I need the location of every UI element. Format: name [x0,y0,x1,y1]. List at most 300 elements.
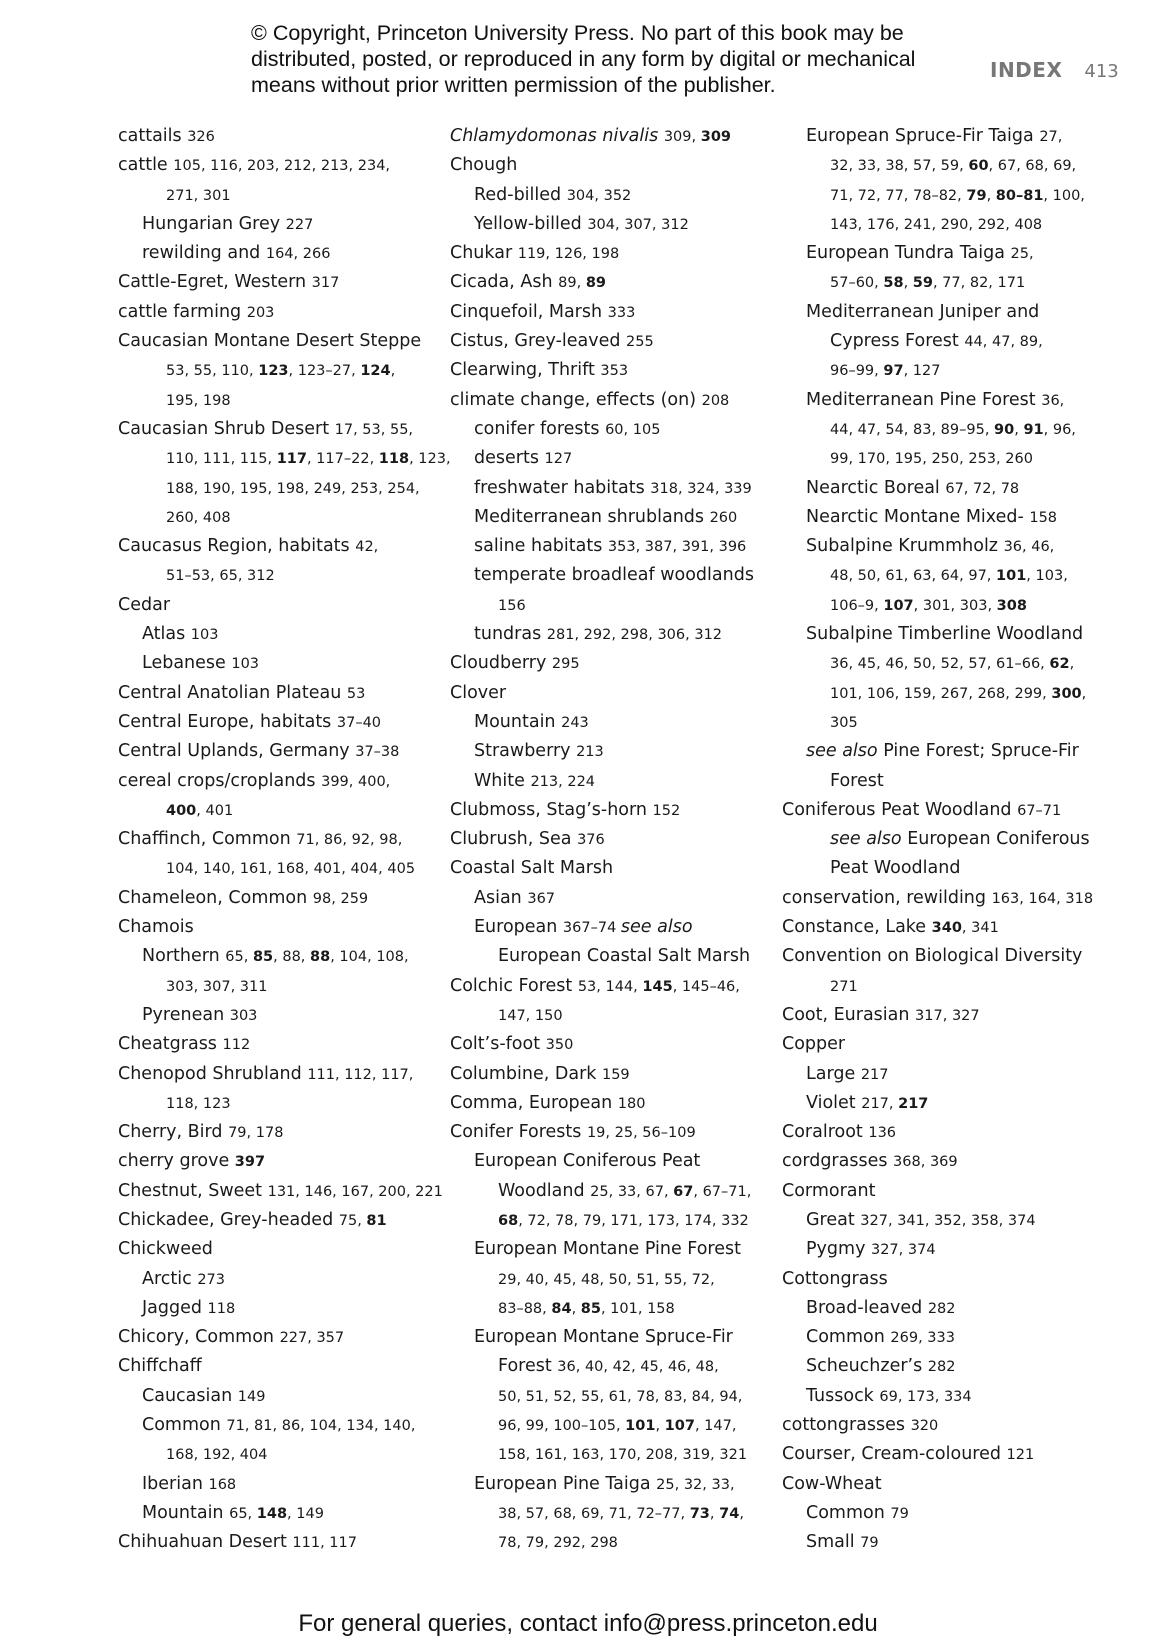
index-page-refs: 89, [558,275,586,292]
index-entry-line [450,1206,790,1235]
index-entry-line [450,474,790,503]
index-page-refs: , 96, [1043,421,1076,438]
index-page-refs: 399, 400, [321,773,391,790]
index-term: Mediterranean Pine Forest [806,389,1042,410]
index-page-refs: 25, [1010,246,1034,263]
index-term: Broad-leaved [806,1297,928,1318]
index-term: Cattle-Egret, Western [118,272,312,293]
index-page-refs: 168, 192, 404 [166,1447,268,1464]
index-page-refs: , 101, 158 [600,1300,675,1317]
index-entry-line [118,210,458,239]
index-entry-line [782,1323,1122,1352]
index-entry-line [118,1470,458,1499]
index-page-refs: 79 [860,1535,879,1552]
index-page-refs: 227 [285,216,314,233]
index-entry-line [118,1352,458,1381]
index-term: Red-billed [474,184,567,205]
index-term: Comma, European [450,1092,618,1113]
index-page-refs: 376 [577,832,605,849]
index-page-refs: 353, 387, 391, 396 [607,539,747,556]
index-page-refs: 83–88, [498,1300,552,1317]
index-page-ref-illustration: 117 [276,451,307,468]
index-page-refs: 305 [830,714,858,731]
index-term: European Pine Taiga [474,1473,657,1494]
index-entry-line [782,1089,1122,1118]
index-page-refs: 217 [860,1066,889,1083]
index-entry-line [782,1294,1122,1323]
index-entry-line [118,561,458,590]
index-entry-line [782,972,1122,1001]
index-entry-line [782,210,1122,239]
index-page-ref-illustration: 145 [642,978,673,995]
index-entry-line [450,1470,790,1499]
index-term: Chickadee, Grey-headed [118,1209,339,1230]
index-page-refs: 327, 341, 352, 358, 374 [860,1212,1036,1229]
index-entry-line [782,737,1122,766]
index-entry-line [782,854,1122,883]
index-term: Tussock [806,1385,880,1406]
index-term: Courser, Cream-coloured [782,1444,1007,1465]
page-number: 413 [1084,61,1119,82]
index-entry-line [450,796,790,825]
index-term: Yellow-billed [474,213,588,234]
index-page-refs: , [655,1418,665,1435]
index-page-refs: 368, 369 [893,1154,958,1171]
index-page-refs: 110, 111, 115, [166,451,277,468]
index-term: European Coniferous [901,829,1090,850]
index-term: Clover [450,682,507,703]
index-entry-line [118,825,458,854]
index-page-refs: , [903,275,913,292]
index-page-ref-illustration: 79 [966,187,987,204]
index-page-refs: , [986,187,996,204]
index-entry-line [450,1352,790,1381]
index-page-refs: , [709,1505,720,1522]
index-page-refs: , [390,363,396,380]
index-entry-line [450,1177,790,1206]
index-entry-line [450,503,790,532]
index-term: Nearctic Montane Mixed- [806,506,1030,527]
index-page-ref-illustration: 74 [719,1505,740,1522]
index-term: cherry grove [118,1151,235,1172]
index-term: Coastal Salt Marsh [450,858,614,879]
index-entry-line [118,854,458,883]
index-page-refs: 152 [652,802,681,819]
index-entry-line [118,1118,458,1147]
index-term: Coot, Eurasian [782,1004,916,1025]
index-term: Chihuahuan Desert [118,1532,293,1553]
index-term: Cinquefoil, Marsh [450,301,608,322]
index-entry-line [782,767,1122,796]
index-entry-line [118,151,458,180]
index-entry-line [450,591,790,620]
index-page-refs: , [1081,685,1087,702]
index-entry-line [118,796,458,825]
index-term: European Montane Spruce-Fir [474,1327,733,1348]
index-page-ref-illustration: 107 [883,597,914,614]
index-page-ref-illustration: 84 [551,1300,572,1317]
index-page-ref-illustration: 80–81 [995,187,1044,204]
index-page-refs: 255 [626,334,654,351]
index-entry-line [118,913,458,942]
index-entry-line [118,181,458,210]
index-term: Chicory, Common [118,1327,280,1348]
index-page-refs: 353 [600,363,629,380]
index-page-refs: , 145–46, [672,978,740,995]
index-entry-line [118,1528,458,1557]
index-entry-line [118,708,458,737]
index-entry-line [782,122,1122,151]
index-entry-line [782,503,1122,532]
index-page-refs: 320 [910,1418,939,1435]
index-entry-line [450,1323,790,1352]
index-entry-line [450,210,790,239]
index-page-refs: 42, [355,539,379,556]
index-term: Peat Woodland [830,858,961,879]
index-entry-line [450,444,790,473]
index-page-refs: , 104, 108, [330,949,409,966]
index-page-ref-illustration: 101 [996,568,1027,585]
index-entry-line [782,561,1122,590]
index-term: Small [806,1532,861,1553]
index-term: Chenopod Shrubland [118,1063,308,1084]
index-term: Chiffchaff [118,1356,202,1377]
index-entry-line [118,386,458,415]
index-term: Chlamydomonas nivalis [450,126,659,146]
index-page-refs: 326 [187,129,215,145]
index-page-refs: 121 [1006,1447,1035,1464]
index-entry-line [782,708,1122,737]
index-term: cattails [118,126,188,146]
index-entry-line [782,825,1122,854]
index-term: Columbine, Dark [450,1063,602,1084]
index-term: Mountain [474,711,562,732]
index-entry-line [782,181,1122,210]
index-term: Mediterranean Juniper and [806,301,1040,322]
index-column-3 [782,122,1122,1558]
index-page-refs: , 401 [196,802,234,819]
index-entry-line [782,591,1122,620]
index-page-refs: , 123–27, [288,363,361,380]
index-page-refs: 269, 333 [890,1330,955,1347]
index-term: Pyrenean [142,1004,230,1025]
index-term: see also [830,829,902,850]
index-entry-line [118,1206,458,1235]
index-term: Central Anatolian Plateau [118,682,347,703]
footer-contact: For general queries, contact info@press.princeton.edu [298,1610,878,1637]
index-term: Chameleon, Common [118,887,313,908]
index-entry-line [450,913,790,942]
index-term: Hungarian Grey [142,213,286,234]
index-page-ref-illustration: 97 [883,363,904,380]
index-entry-line [450,1499,790,1528]
index-page-refs: 136 [868,1125,897,1142]
index-entry-line [118,884,458,913]
index-page-refs: 217, [861,1095,899,1112]
index-entry-line [782,1382,1122,1411]
index-page-refs: , [739,1505,744,1522]
index-entry-line [118,1265,458,1294]
index-term: Common [806,1502,891,1523]
index-entry-line [782,1528,1122,1557]
index-term: Cypress Forest [830,331,965,352]
index-page-refs: 69, 173, 334 [879,1388,972,1405]
index-page-ref-illustration: 217 [898,1095,929,1112]
index-page-ref-illustration: 107 [664,1418,695,1435]
index-page-ref-illustration: 308 [996,597,1027,614]
index-term: Cherry, Bird [118,1122,229,1143]
index-term: cottongrasses [782,1415,911,1436]
index-term: Pine Forest; Spruce-Fir [877,741,1079,762]
index-page-refs: 143, 176, 241, 290, 292, 408 [830,216,1043,233]
index-entry-line [118,122,458,151]
index-term: Colt’s-foot [450,1034,546,1055]
index-entry-line [450,386,790,415]
index-entry-line [782,239,1122,268]
index-page-refs: 67, 72, 78 [945,480,1020,497]
index-page-refs: 71, 72, 77, 78–82, [830,187,967,204]
index-entry-line [450,1147,790,1176]
index-entry-line [450,561,790,590]
index-page-refs: 309, [663,129,701,145]
index-page-refs: 71, 81, 86, 104, 134, 140, [226,1418,416,1435]
index-entry-line [450,679,790,708]
index-page-refs: 271, 301 [166,187,231,204]
index-page-ref-illustration: 62 [1049,656,1070,673]
index-page-refs: 78, 79, 292, 298 [498,1535,618,1552]
index-page-refs: 159 [601,1066,630,1083]
index-term: Coralroot [782,1122,869,1143]
index-page-refs: 273 [197,1271,225,1288]
index-page-refs: 163, 164, 318 [991,890,1094,907]
index-entry-line [782,1206,1122,1235]
index-page-refs: 104, 140, 161, 168, 401, 404, 405 [166,861,416,878]
index-page-ref-illustration: 397 [234,1154,266,1171]
index-term: cereal crops/croplands [118,770,322,791]
index-term: Clubmoss, Stag’s-horn [450,799,653,820]
index-page-ref-illustration: 89 [585,275,606,292]
index-page-refs: 203 [246,304,275,321]
index-page-refs: 158 [1029,509,1058,526]
index-entry-line [118,268,458,297]
index-entry-line [782,1118,1122,1147]
index-page-refs: 25, 33, 67, [590,1183,674,1200]
copyright-notice: © Copyright, Princeton University Press. No part of this book may be distributed, posted, or reproduced in any form by digital or mechanical means without prior written permission of the publisher. [251,21,916,97]
index-entry-line [782,649,1122,678]
index-entry-line [118,1499,458,1528]
index-term: Large [806,1063,861,1084]
index-entry-line [782,1235,1122,1264]
index-term: Mediterranean shrublands [474,506,710,527]
index-page-refs: 118 [207,1300,236,1317]
index-entry-line [450,1235,790,1264]
index-page-refs: , 67–71, [693,1183,752,1200]
index-entry-line [782,386,1122,415]
index-entry-line [782,1177,1122,1206]
index-page-refs: 112 [222,1037,251,1054]
index-page-refs: 17, 53, 55, [334,421,414,438]
index-entry-line [450,151,790,180]
index-page-refs: 149 [237,1388,266,1405]
index-entry-line [450,327,790,356]
index-page-refs: 303, 307, 311 [166,978,268,995]
index-page-ref-illustration: 58 [883,275,904,292]
index-page-refs: 318, 324, 339 [650,480,752,497]
index-entry-line [450,884,790,913]
index-entry-line [118,474,458,503]
index-page-ref-illustration: 59 [912,275,933,292]
index-term: Nearctic Boreal [806,477,946,498]
index-entry-line [450,825,790,854]
index-entry-line [118,1235,458,1264]
index-term: Cormorant [782,1180,876,1201]
index-term: Forest [830,770,884,791]
index-term: Strawberry [474,741,577,762]
index-page-refs: 317, 327 [915,1007,980,1024]
index-term: Cottongrass [782,1268,888,1289]
index-term: Chaffinch, Common [118,829,297,850]
index-term: Caucasian Montane Desert Steppe [118,331,422,352]
index-page-refs: 227, 357 [279,1330,345,1347]
index-entry-line [118,1147,458,1176]
index-page-ref-illustration: 124 [360,363,391,380]
index-term: European Coniferous Peat [474,1151,701,1172]
index-term: freshwater habitats [474,477,651,498]
index-page-refs: 156 [498,597,526,614]
index-term: European Coastal Salt Marsh [498,946,751,967]
index-term: Cicada, Ash [450,272,559,293]
index-entry-line [450,1001,790,1030]
index-page-refs: 111, 112, 117, [307,1066,414,1083]
index-term: rewilding and [142,243,266,264]
index-page-refs: 350 [545,1037,574,1054]
index-entry-line [782,1060,1122,1089]
index-term: Arctic [142,1268,198,1289]
index-entry-line [118,649,458,678]
index-entry-line [118,415,458,444]
index-term: Violet [806,1092,862,1113]
index-term: Chough [450,155,518,176]
running-head [990,58,1119,82]
index-term: see also [620,917,693,938]
index-term: Cistus, Grey-leaved [450,331,627,352]
index-page-refs: 65, [229,1505,257,1522]
index-term: Forest [498,1356,558,1377]
index-entry-line [782,415,1122,444]
index-term: Caucasian [142,1385,238,1406]
index-entry-line [450,298,790,327]
index-term: Subalpine Timberline Woodland [806,624,1084,645]
index-page-ref-illustration: 123 [258,363,289,380]
index-page-refs: 101, 106, 159, 267, 268, 299, [830,685,1052,702]
index-page-refs: 50, 51, 52, 55, 61, 78, 83, 84, 94, [498,1388,743,1405]
index-entry-line [782,268,1122,297]
index-entry-line [450,1294,790,1323]
index-page-refs: , 301, 303, [913,597,997,614]
index-term: Mountain [142,1502,230,1523]
index-entry-line [782,444,1122,473]
index-term: Constance, Lake [782,917,932,938]
index-entry-line [450,1411,790,1440]
index-entry-line [782,1352,1122,1381]
index-page-refs: 37–38 [355,744,400,761]
index-page-refs: 188, 190, 195, 198, 249, 253, 254, [166,480,420,497]
index-page-refs: 195, 198 [166,392,231,409]
index-entry-line [782,1470,1122,1499]
index-page-refs: 36, 46, [1003,539,1055,556]
index-entry-line [118,591,458,620]
index-page-refs: 79 [890,1505,909,1522]
index-term: Coniferous Peat Woodland [782,799,1018,820]
index-page-refs: 27, [1039,129,1063,145]
index-page-refs: , [1069,656,1075,673]
index-entry-line [118,1323,458,1352]
index-term: White [474,770,531,791]
index-page-refs: , 72, 78, 79, 171, 173, 174, 332 [518,1212,749,1229]
index-page-refs: 327, 374 [870,1242,936,1259]
index-term: Asian [474,887,528,908]
index-page-ref-illustration: 309 [700,129,732,145]
index-page-refs: 36, [1041,392,1065,409]
index-page-refs: 111, 117 [292,1535,357,1552]
index-term: European Spruce-Fir Taiga [806,126,1040,146]
index-term: Clearwing, Thrift [450,360,601,381]
index-page-refs: 282 [927,1359,956,1376]
index-entry-line [782,1440,1122,1469]
index-term: Chestnut, Sweet [118,1180,268,1201]
index-page-ref-illustration: 90 [994,421,1015,438]
index-page-ref-illustration: 101 [625,1418,656,1435]
index-term: Iberian [142,1473,209,1494]
index-page-refs: , 103, [1026,568,1068,585]
index-term: Cheatgrass [118,1034,223,1055]
index-entry-line [118,1089,458,1118]
index-entry-line [782,1001,1122,1030]
index-page-refs: , 123, [409,451,451,468]
section-title: INDEX [990,58,1063,82]
index-page-refs: 147, 150 [498,1007,563,1024]
index-term: European [474,917,563,938]
index-page-refs: , 117–22, [306,451,379,468]
index-page-refs: 25, 32, 33, [656,1476,735,1493]
index-page-refs: 213, 224 [530,773,596,790]
index-term: Convention on Biological Diversity [782,946,1083,967]
index-term: Atlas [142,624,191,645]
index-page-ref-illustration: 81 [366,1212,387,1229]
index-page-refs: 180 [617,1095,646,1112]
index-page-refs: , [1014,421,1024,438]
index-page-refs: 19, 25, 56–109 [586,1125,696,1142]
index-entry-line [450,972,790,1001]
index-entry-line [450,649,790,678]
index-term: Central Europe, habitats [118,711,337,732]
index-term: tundras [474,624,547,645]
index-page-ref-illustration: 73 [689,1505,710,1522]
index-entry-line [450,1030,790,1059]
index-entry-line [118,972,458,1001]
index-page-refs: 208 [701,392,730,409]
index-entry-line [782,884,1122,913]
index-entry-line [118,767,458,796]
index-entry-line [450,737,790,766]
index-entry-line [782,796,1122,825]
index-entry-line [118,327,458,356]
index-page-refs: 32, 33, 38, 57, 59, [830,158,969,175]
index-term: Cow-Wheat [782,1473,882,1494]
index-page-refs: 53, 144, [577,978,643,995]
index-term: Common [142,1415,227,1436]
index-entry-line [118,532,458,561]
